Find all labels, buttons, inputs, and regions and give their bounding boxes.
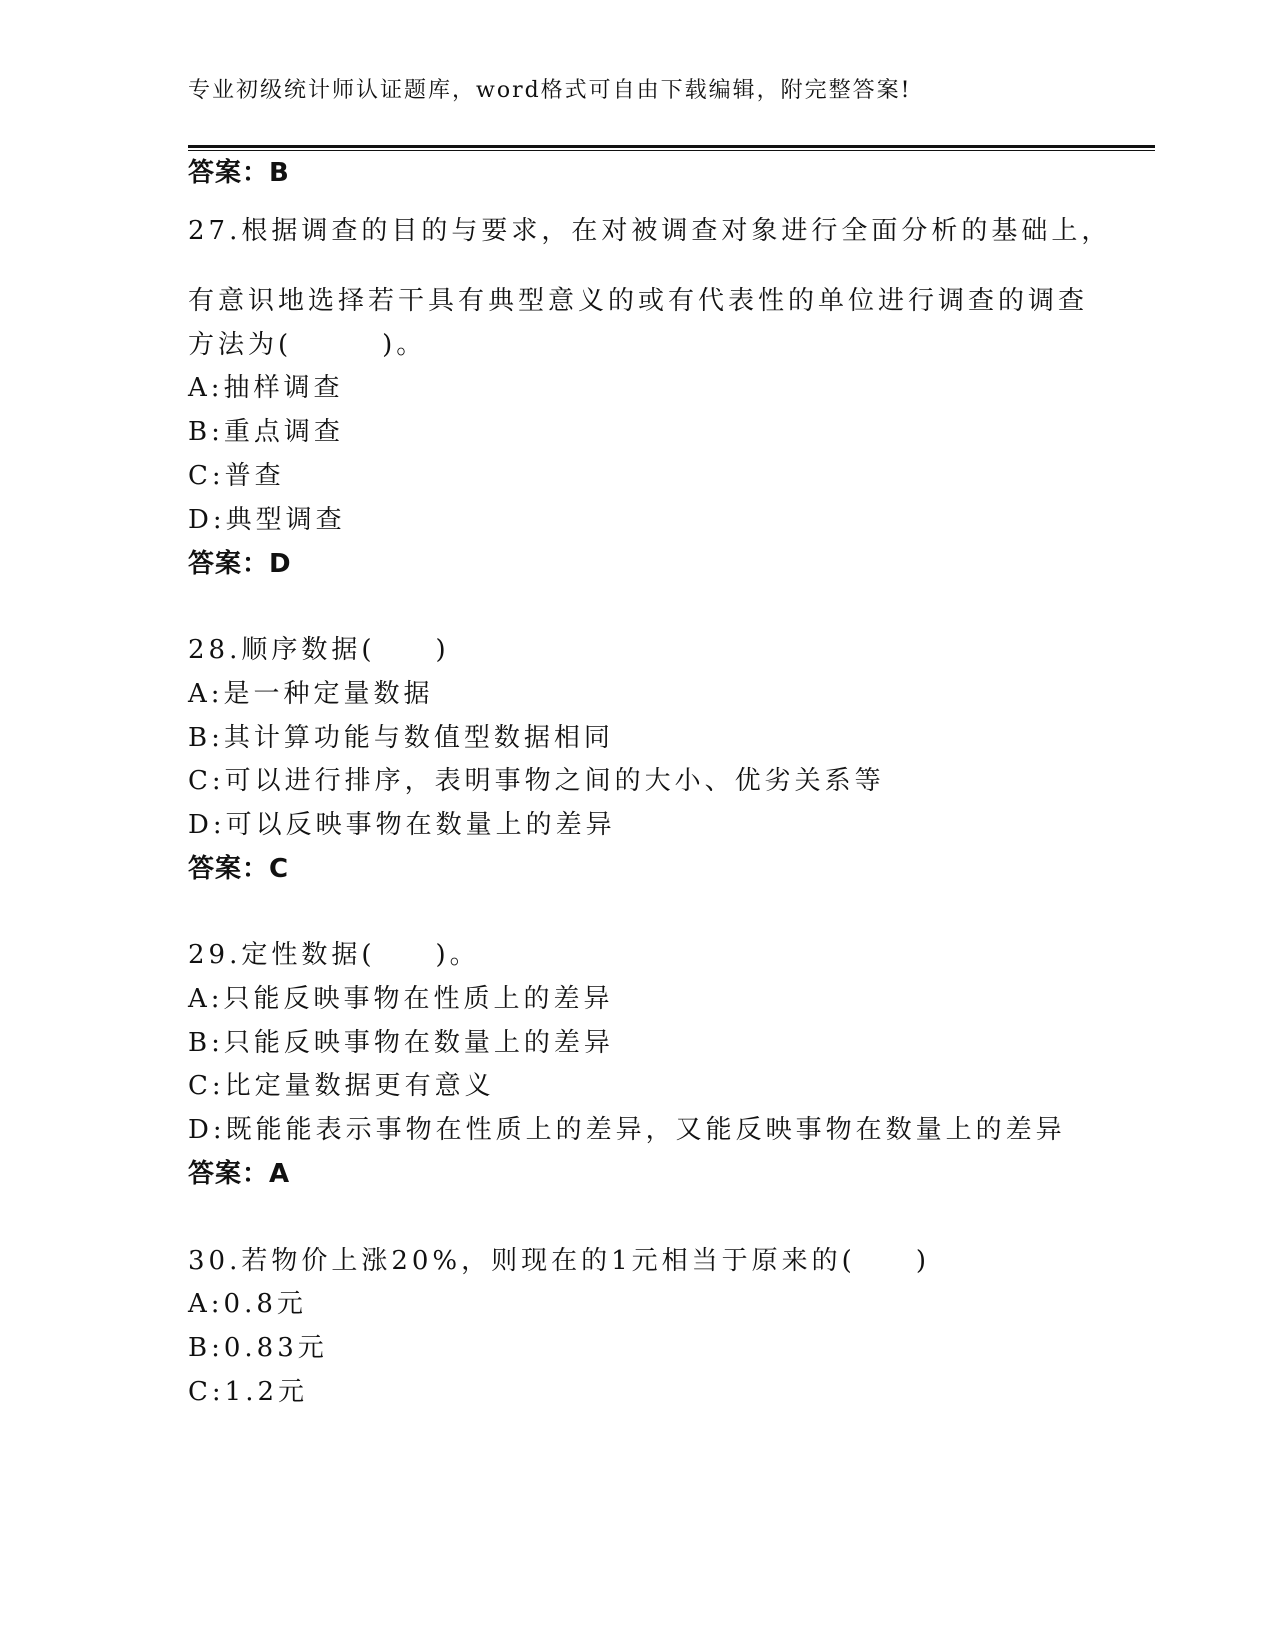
option-line: A:抽样调查 [188, 373, 344, 403]
option-line: C:可以进行排序，表明事物之间的大小、优劣关系等 [188, 766, 885, 796]
question-line: 29.定性数据( )。 [188, 940, 480, 970]
option-line: D:既能能表示事物在性质上的差异，又能反映事物在数量上的差异 [188, 1115, 1066, 1145]
question-line: 28.顺序数据( ) [188, 635, 450, 665]
option-line: D:典型调查 [188, 505, 346, 535]
option-line: B:重点调查 [188, 417, 344, 447]
option-line: B:其计算功能与数值型数据相同 [188, 723, 614, 753]
answer-line: 答案：A [188, 1159, 291, 1189]
option-line: D:可以反映事物在数量上的差异 [188, 810, 616, 840]
question-line: 有意识地选择若干具有典型意义的或有代表性的单位进行调查的调查 [188, 286, 1089, 316]
question-line: 方法为( )。 [188, 330, 427, 360]
page-header: 专业初级统计师认证题库，word格式可自由下载编辑，附完整答案! [188, 78, 912, 103]
option-line: C:普查 [188, 461, 285, 491]
option-line: A:只能反映事物在性质上的差异 [188, 984, 614, 1014]
option-line: C:1.2元 [188, 1377, 309, 1407]
answer-line: 答案：D [188, 549, 292, 579]
question-line: 30.若物价上涨20%，则现在的1元相当于原来的( ) [188, 1246, 930, 1276]
option-line: B:只能反映事物在数量上的差异 [188, 1028, 614, 1058]
question-line: 27.根据调查的目的与要求，在对被调查对象进行全面分析的基础上， [188, 216, 1112, 246]
option-line: B:0.83元 [188, 1333, 328, 1363]
answer-line: 答案：B [188, 158, 290, 188]
option-line: C:比定量数据更有意义 [188, 1071, 495, 1101]
header-rule [188, 145, 1155, 151]
answer-line: 答案：C [188, 854, 290, 884]
option-line: A:0.8元 [188, 1289, 307, 1319]
option-line: A:是一种定量数据 [188, 679, 434, 709]
